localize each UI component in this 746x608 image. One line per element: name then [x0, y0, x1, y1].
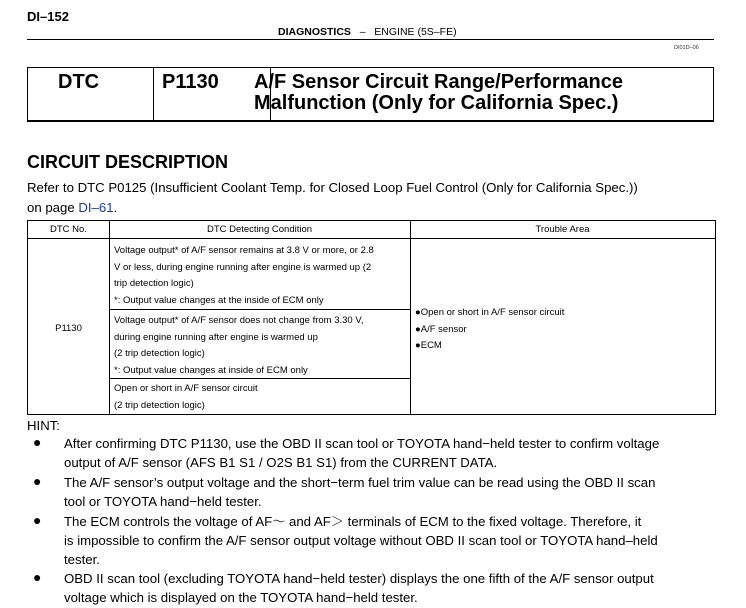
circuit-description-text: [27, 178, 638, 218]
condition-line: (2 trip detection logic): [114, 399, 205, 411]
hint-line: After confirming DTC P1130, use the OBD II scan tool or TOYOTA hand−held tester to confirm voltage: [64, 436, 660, 451]
hint-line: output of A/F sensor (AFS B1 S1 / O2S B1 S1) from the CURRENT DATA.: [64, 455, 498, 470]
condition-line: during engine running after engine is warmed up: [114, 331, 318, 343]
header-rule: [27, 39, 714, 40]
hint-line: The A/F sensor’s output voltage and the short−term fuel trim value can be read using the OBD II scan: [64, 475, 656, 490]
condition-line: Voltage output* of A/F sensor remains at 3.8 V or more, or 2.8: [114, 245, 374, 256]
table-cell-dtc-no: P1130: [55, 323, 82, 334]
title-dtc-code: P1130: [162, 71, 219, 93]
condition-line: (2 trip detection logic): [114, 348, 205, 359]
refer-line-2: [27, 198, 638, 218]
condition-line: V or less, during engine running after engine is warmed up (2: [114, 261, 372, 273]
page-link[interactable]: DI–61: [78, 200, 114, 215]
condition-line: *: Output value changes at the inside of ECM only: [114, 294, 324, 306]
table-header-condition: DTC Detecting Condition: [206, 224, 313, 235]
condition-line: *: Output value changes at inside of ECM only: [114, 364, 308, 376]
title-description: [254, 72, 623, 114]
section-separator: –: [359, 26, 366, 38]
refer-suffix: .: [113, 200, 118, 215]
hint-line: tool or TOYOTA hand−held tester.: [64, 494, 262, 509]
title-line-2: Malfunction (Only for California Spec.): [254, 92, 619, 114]
title-line-1: A/F Sensor Circuit Range/Performance: [254, 71, 623, 93]
section-title: DIAGNOSTICS: [278, 26, 351, 38]
refer-line-1: Refer to DTC P0125 (Insufficient Coolant Temp. for Closed Loop Fuel Control (Only for California Spec.)): [27, 180, 638, 195]
bullet-icon: ●: [33, 473, 42, 489]
hint-item-3: [64, 512, 724, 569]
dtc-table: [27, 220, 716, 415]
trouble-area-list: [415, 305, 564, 355]
condition-line: trip detection logic): [114, 278, 194, 289]
condition-2: [114, 313, 363, 379]
condition-3: [114, 381, 258, 414]
trouble-area-item: ●ECM: [415, 340, 442, 351]
title-dtc-label: DTC: [58, 71, 100, 93]
hint-line: is impossible to confirm the A/F sensor output voltage without OBD II scan tool or TOYOTA hand–held: [64, 533, 658, 548]
table-row-rule: [109, 309, 410, 310]
hint-line: OBD II scan tool (excluding TOYOTA hand−held tester) displays the one fifth of the A/F sensor output: [64, 571, 654, 586]
table-header-dtc-no: DTC No.: [50, 224, 87, 235]
trouble-area-item: ●Open or short in A/F sensor circuit: [415, 307, 565, 318]
table-divider: [109, 221, 110, 414]
bullet-icon: ●: [33, 434, 42, 450]
circuit-description-heading: CIRCUIT DESCRIPTION: [27, 152, 229, 172]
dtc-title-box: [27, 67, 714, 122]
hint-item-2: [64, 473, 724, 511]
condition-line: Voltage output* of A/F sensor does not change from 3.30 V,: [114, 315, 364, 326]
condition-line: Open or short in A/F sensor circuit: [114, 383, 258, 394]
section-header: [278, 26, 457, 38]
bullet-icon: ●: [33, 569, 42, 585]
bullet-icon: ●: [33, 512, 42, 528]
trouble-area-item: ●A/F sensor: [415, 323, 467, 335]
table-divider: [410, 221, 411, 414]
hint-item-1: [64, 434, 724, 472]
hint-item-4: [64, 569, 724, 607]
hint-line: The ECM controls the voltage of AF～ and AF＞ terminals of ECM to the fixed voltage. Therefore, it: [64, 514, 642, 529]
document-code: DI01D–06: [674, 45, 699, 51]
refer-prefix: on page: [27, 200, 79, 215]
section-subtitle: ENGINE (5S–FE): [374, 26, 457, 38]
hint-label: HINT:: [27, 418, 60, 433]
table-header-trouble-area: Trouble Area: [535, 224, 590, 235]
condition-1: [114, 243, 374, 309]
hint-line: voltage which is displayed on the TOYOTA hand−held tester.: [64, 590, 418, 605]
page-number: DI–152: [27, 9, 69, 24]
hint-line: tester.: [64, 552, 100, 567]
